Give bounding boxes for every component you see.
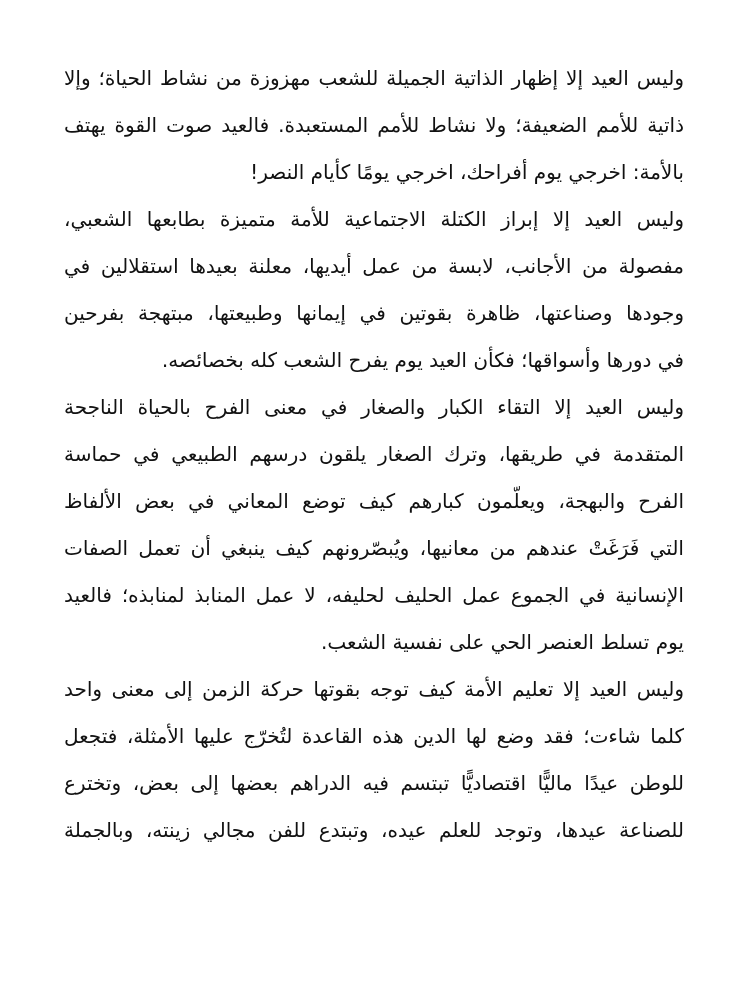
- text-line: للوطن عيدًا ماليًّا اقتصاديًّا تبتسم فيه الدراهم بعضها إلى بعض، وتخترع: [64, 771, 684, 795]
- text-line: مفصولة من الأجانب، لابسة من عمل أيديها، معلنة بعيدها استقلالين في: [64, 254, 684, 278]
- text-line: كلما شاءت؛ فقد وضع لها الدين هذه القاعدة لتُخرّج عليها الأمثلة، فتجعل: [64, 724, 684, 748]
- text-line: المتقدمة في طريقها، وترك الصغار يلقون درسهم الطبيعي في حماسة: [64, 442, 684, 466]
- text-line: وليس العيد إلا التقاء الكبار والصغار في معنى الفرح بالحياة الناجحة: [64, 395, 684, 419]
- text-line: ذاتية للأمم الضعيفة؛ ولا نشاط للأمم المستعبدة. فالعيد صوت القوة يهتف: [64, 113, 684, 137]
- paragraph-2: [64, 196, 684, 384]
- text-line: وليس العيد إلا إظهار الذاتية الجميلة للشعب مهزوزة من نشاط الحياة؛ وإلا: [64, 66, 684, 90]
- text-line: في دورها وأسواقها؛ فكأن العيد يوم يفرح الشعب كله بخصائصه.: [161, 348, 684, 372]
- text-line: وليس العيد إلا إبراز الكتلة الاجتماعية للأمة متميزة بطابعها الشعبي،: [64, 207, 684, 231]
- paragraph-3: [64, 384, 684, 666]
- text-line: الإنسانية في الجموع عمل الحليف لحليفه، لا عمل المنابذ لمنابذه؛ فالعيد: [64, 583, 684, 607]
- document-page: [64, 55, 684, 854]
- text-line: الفرح والبهجة، ويعلّمون كبارهم كيف توضع المعاني في بعض الألفاظ: [64, 489, 684, 513]
- paragraph-1: [64, 55, 684, 196]
- text-line: وليس العيد إلا تعليم الأمة كيف توجه بقوتها حركة الزمن إلى معنى واحد: [64, 677, 684, 701]
- text-line: وجودها وصناعتها، ظاهرة بقوتين في إيمانها وطبيعتها، مبتهجة بفرحين: [64, 301, 684, 325]
- text-line: يوم تسلط العنصر الحي على نفسية الشعب.: [320, 630, 684, 654]
- text-line: التي فَرَغَتْ عندهم من معانيها، ويُبصّرونهم كيف ينبغي أن تعمل الصفات: [64, 536, 684, 560]
- paragraph-4: [64, 666, 684, 854]
- text-line: للصناعة عيدها، وتوجد للعلم عيده، وتبتدع للفن مجالي زينته، وبالجملة: [64, 818, 684, 842]
- text-line: بالأمة: اخرجي يوم أفراحك، اخرجي يومًا كأيام النصر!: [250, 160, 684, 184]
